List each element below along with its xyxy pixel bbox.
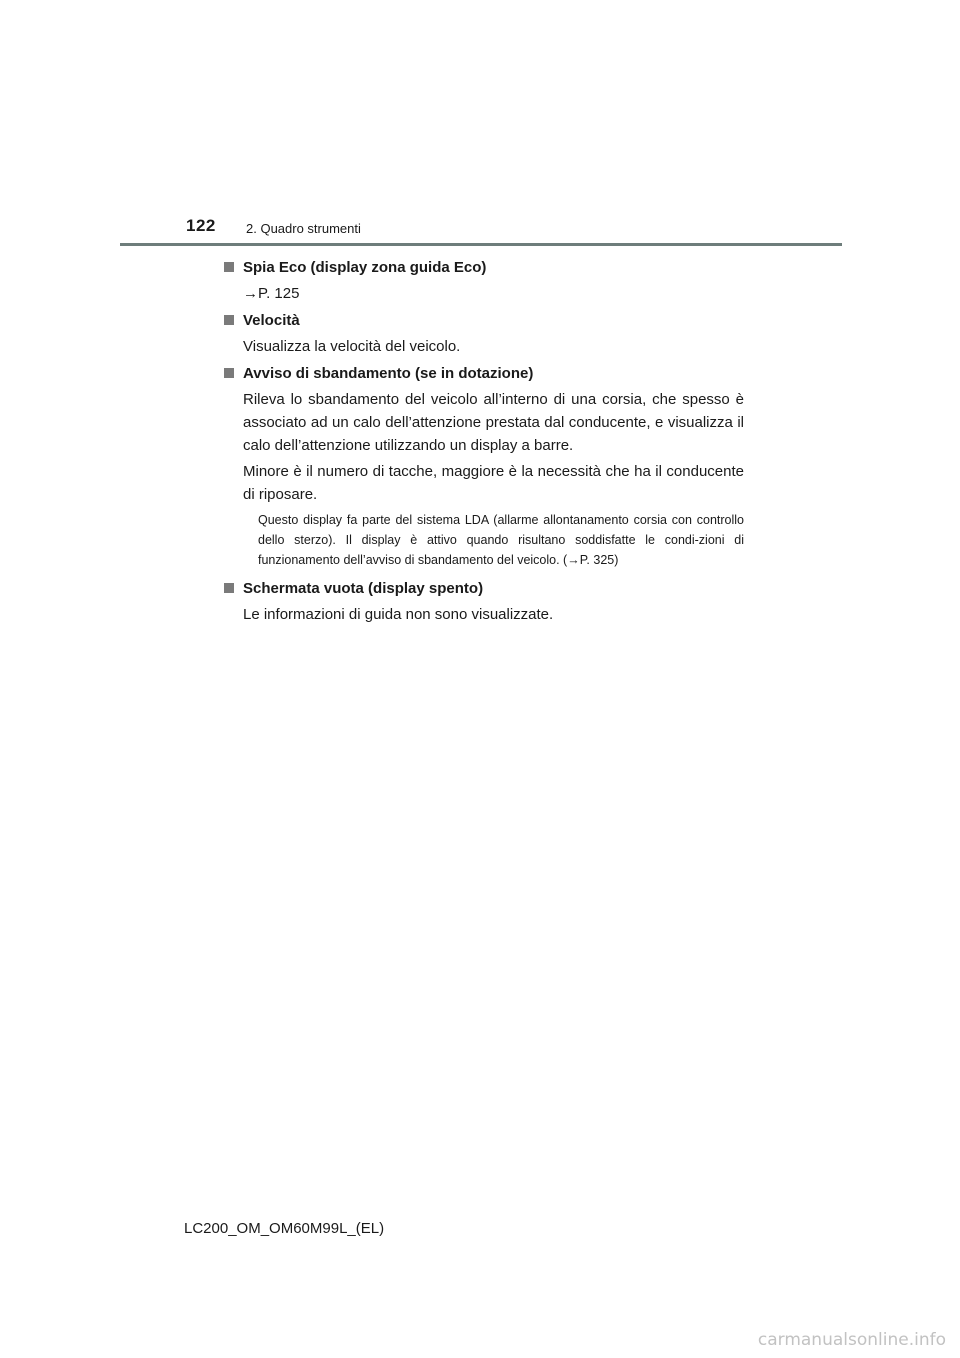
document-code: LC200_OM_OM60M99L_(EL) bbox=[184, 1220, 385, 1237]
square-bullet-icon bbox=[224, 368, 234, 378]
page-number: 122 bbox=[186, 216, 216, 235]
body-paragraph: Rileva lo sbandamento del veicolo all’interno di una corsia, che spesso è associato ad un calo dell’attenzione prestata dal conducente, e visualizza il calo dell’attenzione utilizzando un display a barre. bbox=[243, 391, 744, 454]
section-speed bbox=[224, 308, 744, 358]
section-heading bbox=[224, 576, 744, 600]
square-bullet-icon bbox=[224, 315, 234, 325]
body-paragraph: Visualizza la velocità del veicolo. bbox=[243, 338, 461, 355]
section-eco-indicator bbox=[224, 255, 744, 305]
section-heading bbox=[224, 255, 744, 279]
note-paragraph: Questo display fa parte del sistema LDA (allarme allontanamento corsia con controllo dello sterzo). Il display è attivo quando risultano soddisfatte le condi-zioni di funzionamento dell’avviso di sbandamento del veicolo. (→P. 325) bbox=[258, 513, 744, 567]
page-reference: →P. 125 bbox=[243, 285, 300, 302]
square-bullet-icon bbox=[224, 583, 234, 593]
watermark-link[interactable]: carmanualsonline.info bbox=[757, 1330, 946, 1350]
section-sway-warning bbox=[224, 361, 744, 570]
chapter-title: 2. Quadro strumenti bbox=[246, 221, 361, 236]
section-heading bbox=[224, 361, 744, 385]
section-blank-screen bbox=[224, 576, 744, 626]
body-paragraph: Le informazioni di guida non sono visualizzate. bbox=[243, 606, 554, 623]
section-heading bbox=[224, 308, 744, 332]
square-bullet-icon bbox=[224, 262, 234, 272]
header-rule bbox=[120, 243, 842, 246]
section-heading-text: Avviso di sbandamento (se in dotazione) bbox=[243, 364, 534, 382]
body-paragraph: Minore è il numero di tacche, maggiore è la necessità che ha il conducente di riposare. bbox=[243, 463, 744, 503]
section-heading-text: Schermata vuota (display spento) bbox=[243, 579, 484, 597]
page-content bbox=[224, 252, 744, 629]
section-heading-text: Velocità bbox=[243, 311, 300, 329]
section-heading-text: Spia Eco (display zona guida Eco) bbox=[243, 258, 487, 276]
